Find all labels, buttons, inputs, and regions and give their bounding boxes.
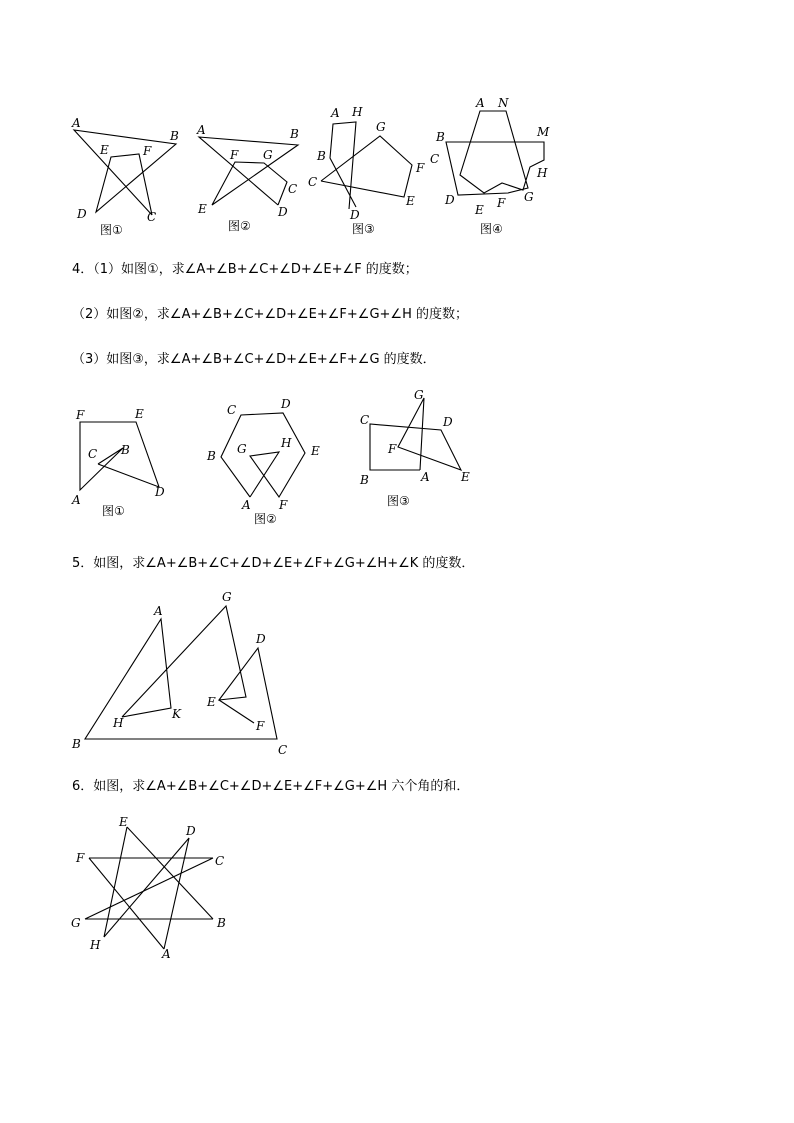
q4-fig2-label-A: A <box>242 498 251 512</box>
q4-fig3-label-B: B <box>360 473 369 487</box>
top-fig4-label-N: N <box>498 96 509 110</box>
question-5: 5．如图，求∠A+∠B+∠C+∠D+∠E+∠F+∠G+∠H+∠K 的度数． <box>72 556 475 571</box>
q5-figure-line-EF <box>219 700 254 723</box>
q6-line-FA <box>89 858 164 949</box>
q4-figure-3 <box>359 388 470 508</box>
q5-label-A: A <box>154 604 163 618</box>
top-fig1-label-F: F <box>143 144 152 158</box>
q4-fig3-label-D: D <box>443 415 453 429</box>
top-fig3-label-B: B <box>317 149 326 163</box>
top-fig2-caption: 图② <box>228 219 251 233</box>
top-fig3-label-A: A <box>331 106 340 120</box>
q6-label-G: G <box>71 916 81 930</box>
q5-figure <box>71 590 287 757</box>
top-fig4-label-C: C <box>430 152 440 166</box>
q4-figure-1 <box>71 407 165 518</box>
q6-line-EH <box>104 827 127 937</box>
q6-label-H: H <box>90 938 101 952</box>
top-fig2-label-E: E <box>198 202 207 216</box>
top-fig4-caption: 图④ <box>480 222 503 236</box>
top-figure-1-lines <box>74 130 176 215</box>
top-figure-3-lines <box>330 122 356 209</box>
q4-fig3-label-F: F <box>388 442 397 456</box>
q4-fig3-caption: 图③ <box>387 494 410 508</box>
q4-fig3-label-A: A <box>421 470 430 484</box>
top-fig1-label-E: E <box>100 143 109 157</box>
top-fig1-label-D: D <box>77 207 87 221</box>
q4-fig2-label-G: G <box>237 442 247 456</box>
q4-figure-3-lines <box>370 398 461 470</box>
q4-fig1-label-B: B <box>121 443 130 457</box>
top-figure-3 <box>308 105 425 236</box>
top-fig4-label-G: G <box>524 190 534 204</box>
top-figure-4 <box>430 96 550 236</box>
top-figure-4-lines <box>446 111 544 195</box>
top-fig3-label-C: C <box>308 175 318 189</box>
q4-fig2-label-H: H <box>281 436 292 450</box>
q4-figure-2-lines <box>221 413 305 497</box>
q6-line-EB <box>127 827 213 919</box>
q4-fig1-label-D: D <box>155 485 165 499</box>
top-fig2-label-G: G <box>263 148 273 162</box>
top-fig4-label-A: A <box>476 96 485 110</box>
q6-line-DH <box>104 838 189 937</box>
top-fig3-label-F: F <box>416 161 425 175</box>
q6-figure <box>71 815 226 961</box>
q4-fig2-caption: 图② <box>254 512 277 526</box>
top-figure-2-lines <box>199 137 298 205</box>
question-4-part-1: 4．（1）如图①，求∠A+∠B+∠C+∠D+∠E+∠F 的度数； <box>72 262 418 277</box>
q4-fig1-label-E: E <box>135 407 144 421</box>
q6-label-A: A <box>162 947 171 961</box>
top-fig1-caption: 图① <box>100 223 123 237</box>
top-fig1-label-C: C <box>147 210 157 224</box>
q4-fig2-label-F: F <box>279 498 288 512</box>
q4-fig1-label-C: C <box>88 447 98 461</box>
q5-label-G: G <box>222 590 232 604</box>
q4-fig2-label-E: E <box>311 444 320 458</box>
top-fig1-label-A: A <box>72 116 81 130</box>
question-4-part-3: （3）如图③，求∠A+∠B+∠C+∠D+∠E+∠F+∠G 的度数． <box>72 352 436 367</box>
top-fig2-label-F: F <box>230 148 239 162</box>
q4-fig1-caption: 图① <box>102 504 125 518</box>
q4-fig3-label-G: G <box>414 388 424 402</box>
q6-label-C: C <box>215 854 225 868</box>
q4-fig2-label-C: C <box>227 403 237 417</box>
q5-label-K: K <box>172 707 181 721</box>
question-6: 6．如图，求∠A+∠B+∠C+∠D+∠E+∠F+∠G+∠H 六个角的和． <box>72 779 470 794</box>
q6-label-E: E <box>119 815 128 829</box>
top-figure-2 <box>196 123 299 233</box>
q4-fig1-label-F: F <box>76 408 85 422</box>
q6-line-GC <box>85 858 213 919</box>
top-fig1-label-B: B <box>170 129 179 143</box>
q6-label-D: D <box>186 824 196 838</box>
q5-label-E: E <box>207 695 216 709</box>
q4-fig1-label-A: A <box>72 493 81 507</box>
top-fig2-label-D: D <box>278 205 288 219</box>
top-fig3-label-E: E <box>406 194 415 208</box>
q4-fig3-label-E: E <box>461 470 470 484</box>
top-fig4-label-M: M <box>537 125 550 139</box>
top-fig4-label-E: E <box>475 203 484 217</box>
q5-label-B: B <box>72 737 81 751</box>
q5-label-H: H <box>113 716 124 730</box>
top-fig3-caption: 图③ <box>352 222 375 236</box>
question-4-part-2: （2）如图②，求∠A+∠B+∠C+∠D+∠E+∠F+∠G+∠H 的度数； <box>72 307 468 322</box>
top-fig4-label-D: D <box>445 193 455 207</box>
top-fig3-label-G: G <box>376 120 386 134</box>
q6-line-DA <box>164 838 189 949</box>
top-fig4-label-F: F <box>497 196 506 210</box>
q6-label-F: F <box>76 851 85 865</box>
q5-label-D: D <box>256 632 266 646</box>
q5-label-F: F <box>256 719 265 733</box>
q4-figure-2 <box>206 397 320 526</box>
top-fig2-label-B: B <box>290 127 299 141</box>
top-fig4-label-B: B <box>436 130 445 144</box>
top-fig3-label-H: H <box>352 105 363 119</box>
q6-label-B: B <box>217 916 226 930</box>
q4-fig2-label-B: B <box>207 449 216 463</box>
top-figure-1 <box>71 116 179 237</box>
q4-fig2-label-D: D <box>281 397 291 411</box>
q4-fig3-label-C: C <box>360 413 370 427</box>
top-fig2-label-A: A <box>197 123 206 137</box>
top-fig4-label-H: H <box>537 166 548 180</box>
top-fig2-label-C: C <box>288 182 298 196</box>
top-fig3-label-D: D <box>350 208 360 222</box>
q5-label-C: C <box>278 743 288 757</box>
